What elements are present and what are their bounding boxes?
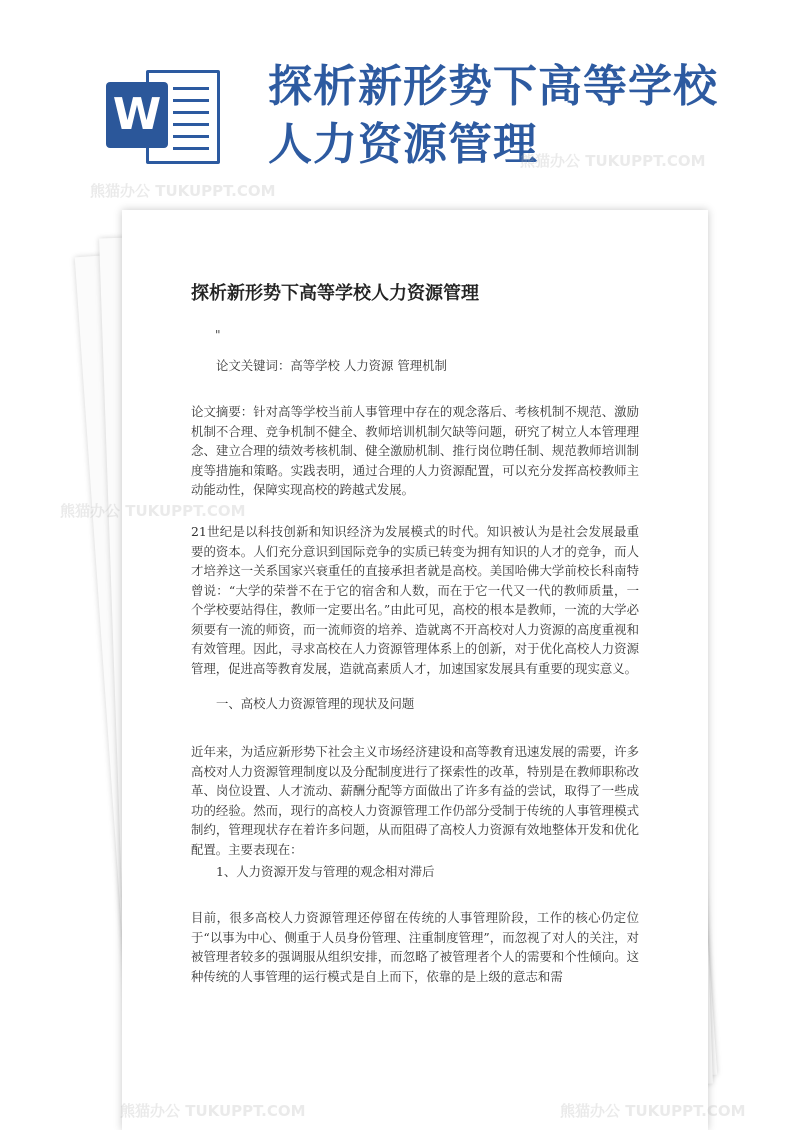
section-paragraph: 近年来，为适应新形势下社会主义市场经济建设和高等教育迅速发展的需要，许多高校对人力资源管理制度以及分配制度进行了探索性的改革，特别是在教师职称改革、岗位设置、人才流动、薪酬分配等方面做出了许多有益的尝试，取得了一些成功的经验。然而，现行的高校人力资源管理工作仍部分受制于传统的人事管理模式制约，管理现状存在着许多问题，从而阻碍了高校人力资源有效地整体开发和优化配置。主要表现在： [191, 744, 639, 857]
word-document-icon [106, 62, 218, 164]
intro-paragraph: 21世纪是以科技创新和知识经济为发展模式的时代。知识被认为是社会发展最重要的资本。人们充分意识到国际竞争的实质已转变为拥有知识的人才的竞争，而人才培养这一关系国家兴衰重任的直接承担者就是高校。美国哈佛大学前校长科南特曾说：“大学的荣誉不在于它的宿舍和人数，而在于它一代又一代的教师质量，一个学校要站得住，教师一定要出名。”由此可见，高校的根本是教师，一流的大学必须要有一流的师资，而一流师资的培养、造就离不开高校对人力资源的高度重视和有效管理。因此，寻求高校在人力资源管理体系上的创新，对于优化高校人力资源管理，促进高等教育发展，造就高素质人才，加速国家发展具有重要的现实意义。 [191, 524, 639, 676]
section-heading: 一、高校人力资源管理的现状及问题 [216, 696, 415, 711]
banner-title-line1: 探析新形势下高等学校 [268, 61, 718, 112]
subsection-paragraph: 目前，很多高校人力资源管理还停留在传统的人事管理阶段，工作的核心仍定位于“以事为中心、侧重于人员身份管理、注重制度管理”，而忽视了对人的关注，对被管理者较多的强调服从组织安排，而忽略了被管理者个人的需要和个性倾向。这种传统的人事管理的运行模式是自上而下，依靠的是上级的意志和需 [191, 910, 639, 984]
document-page [122, 210, 708, 1130]
word-badge: W [106, 82, 168, 148]
banner-title [268, 58, 778, 174]
document-title: 探析新形势下高等学校人力资源管理 [191, 283, 479, 304]
banner [0, 0, 800, 200]
watermark: 熊猫办公 TUKUPPT.COM [60, 502, 246, 520]
abstract-paragraph: 论文摘要：针对高等学校当前人事管理中存在的观念落后、考核机制不规范、激励机制不合理、竞争机制不健全、教师培训机制欠缺等问题，研究了树立人本管理理念、建立合理的绩效考核机制、健全激励机制、推行岗位聘任制、规范教师培训制度等措施和策略。实践表明，通过合理的人力资源配置，可以充分发挥高校教师主动能动性，保障实现高校的跨越式发展。 [191, 404, 639, 497]
subsection-heading: 1、人力资源开发与管理的观念相对滞后 [216, 864, 435, 879]
watermark: 熊猫办公 TUKUPPT.COM [120, 1102, 306, 1120]
watermark: 熊猫办公 TUKUPPT.COM [90, 182, 276, 200]
keywords-line: 论文关键词：高等学校 人力资源 管理机制 [216, 358, 447, 373]
banner-title-line2: 人力资源管理 [268, 119, 538, 170]
watermark: 熊猫办公 TUKUPPT.COM [520, 152, 706, 170]
watermark: 熊猫办公 TUKUPPT.COM [560, 1102, 746, 1120]
quote-mark: " [215, 328, 221, 342]
